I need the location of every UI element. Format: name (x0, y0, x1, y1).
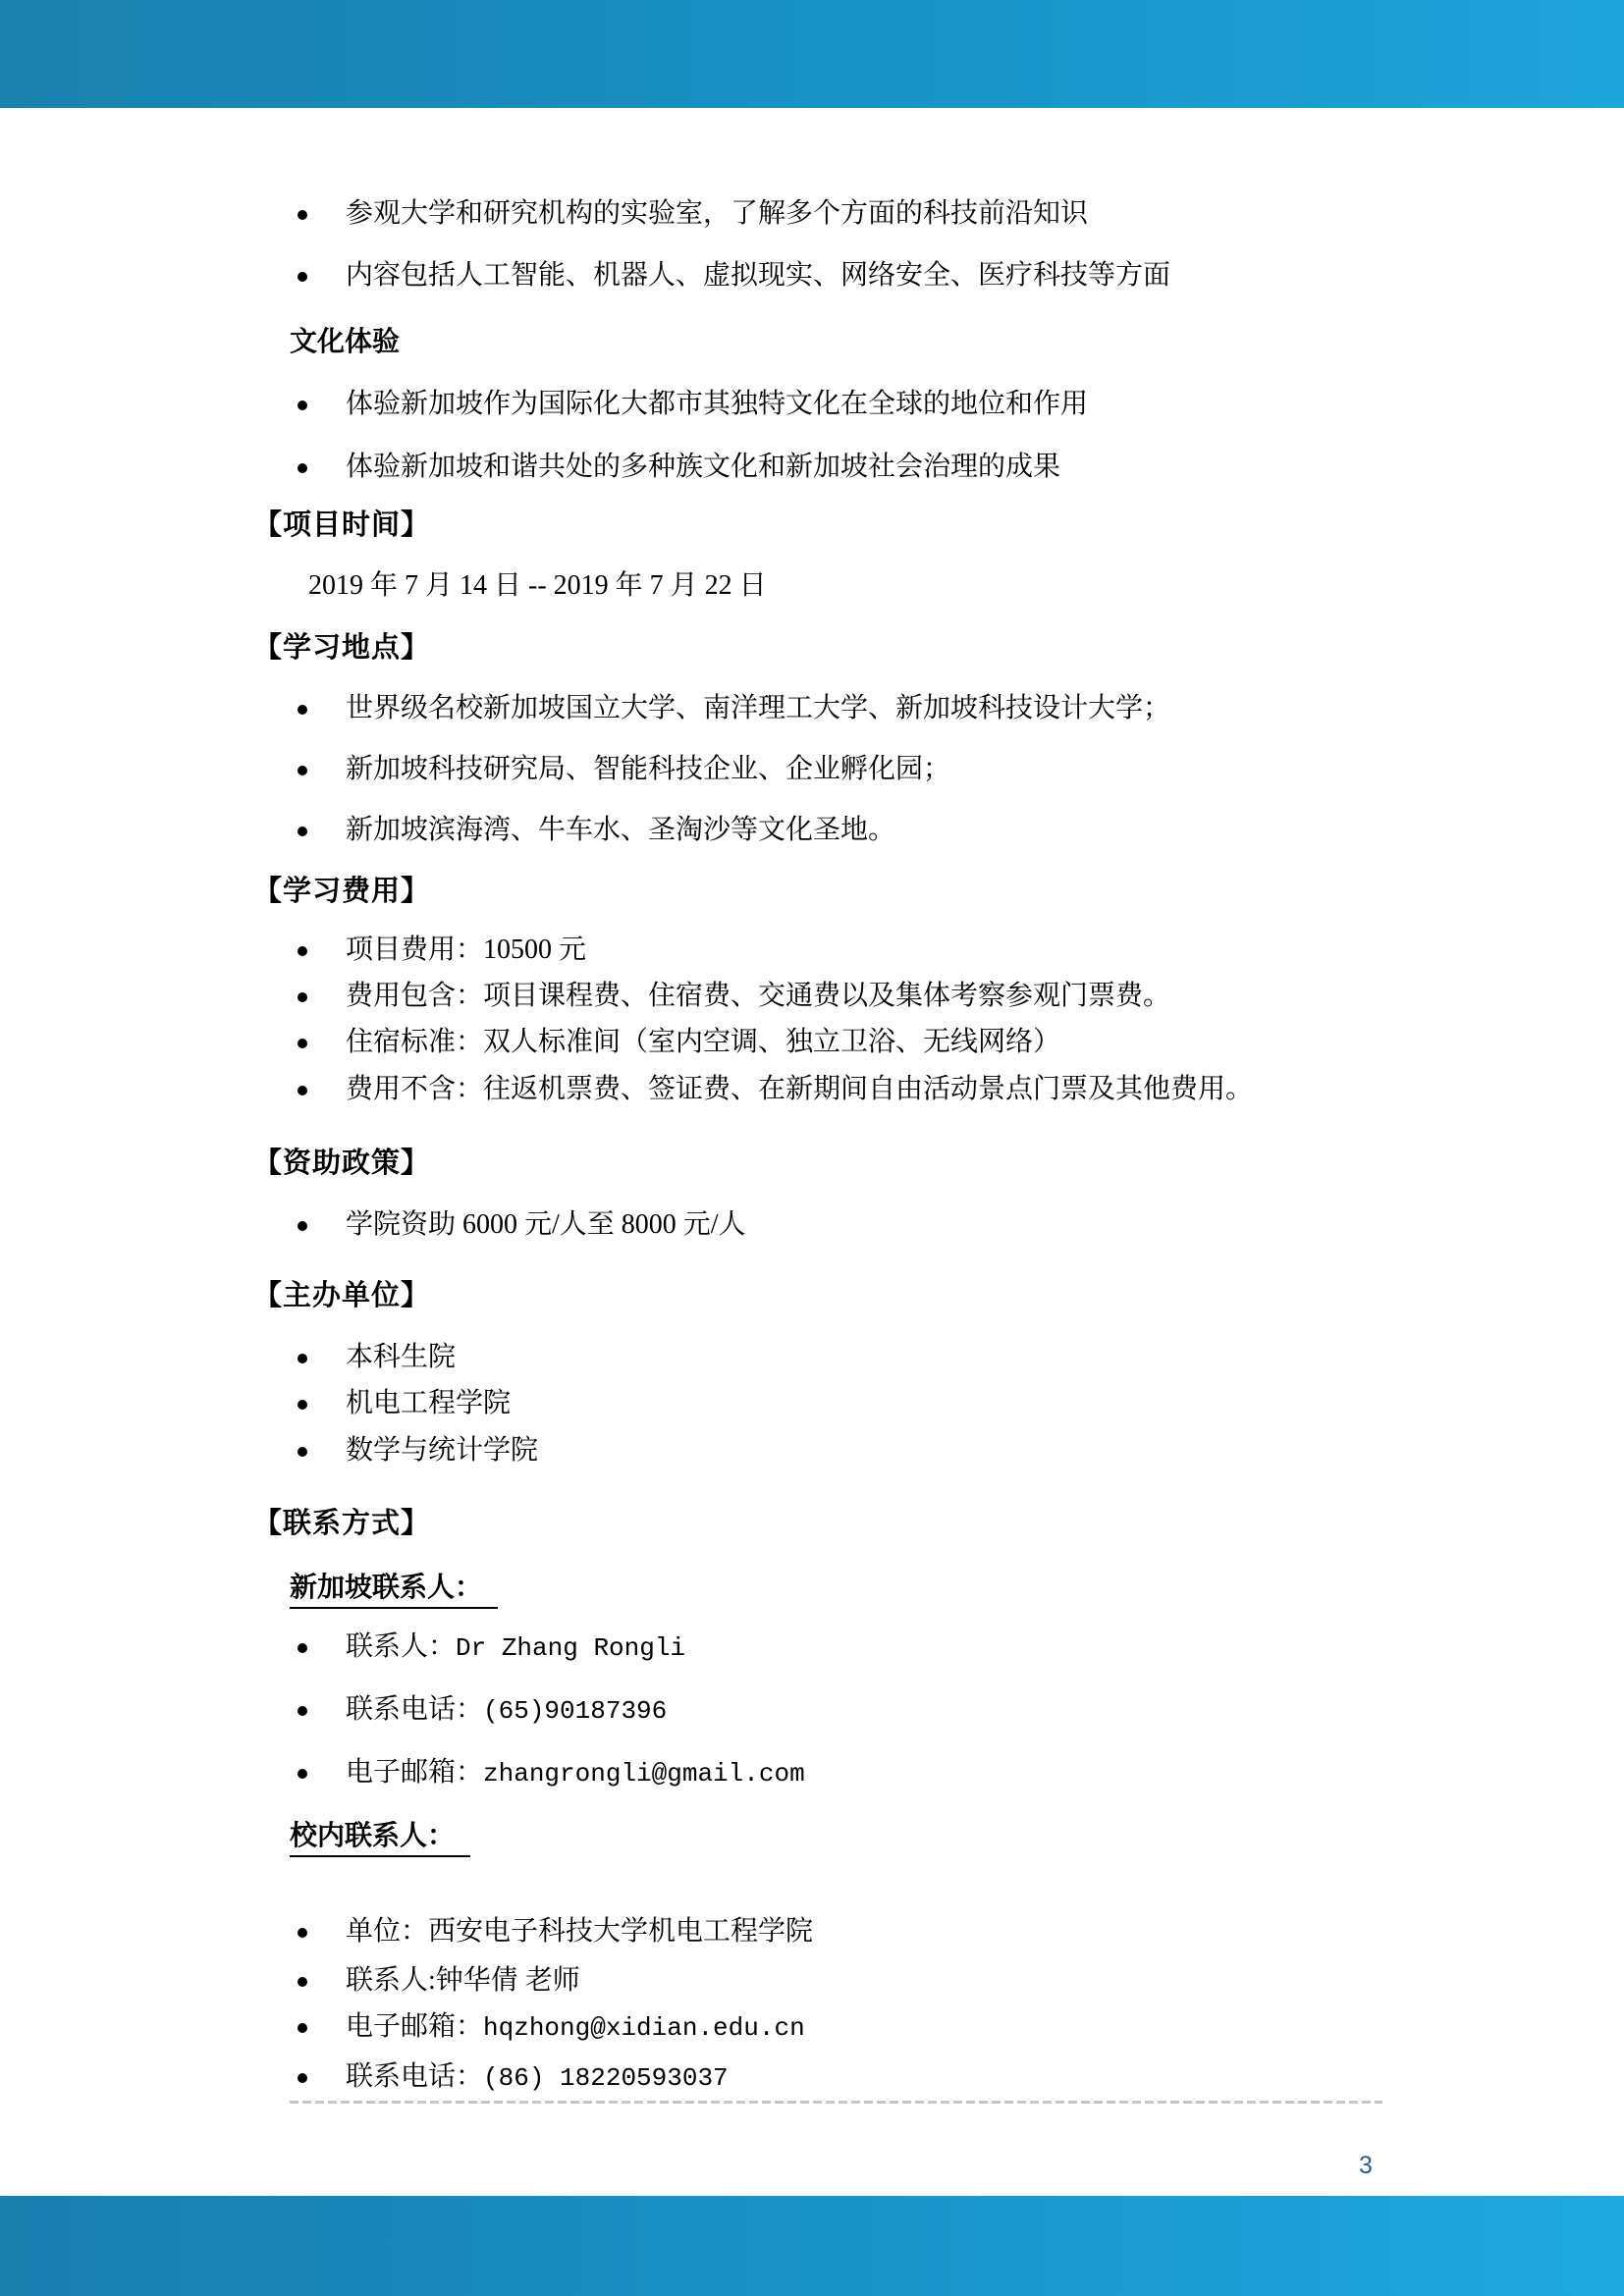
bullet-dot-icon (298, 1039, 307, 1048)
bullet-dot-icon (298, 210, 307, 220)
contact-line (346, 2060, 729, 2095)
bullet-dot-icon (298, 2073, 307, 2083)
bullet-text: 学院资助 6000 元/人至 8000 元/人 (346, 1209, 746, 1240)
list-item (253, 1026, 1398, 1059)
contact-value: 西安电子科技大学机电工程学院 (428, 1916, 814, 1947)
bullet-text: 项目费用：10500 元 (346, 934, 587, 965)
bullet-dot-icon (298, 1643, 307, 1653)
contact-value: 钟华倩 老师 (435, 1965, 580, 1996)
bullet-dot-icon (298, 1086, 307, 1095)
list-item (253, 1630, 1398, 1665)
contact-line (346, 1964, 580, 1998)
list-item (253, 2010, 1398, 2045)
list-item (253, 934, 1398, 967)
bullet-text: 新加坡科技研究局、智能科技企业、企业孵化园； (346, 754, 951, 784)
bullet-text: 本科生院 (346, 1342, 457, 1372)
list-item (253, 692, 1398, 725)
contact-line (346, 1915, 813, 1949)
culture-heading: 文化体验 (290, 326, 401, 356)
bullet-text: 费用包含：项目课程费、住宿费、交通费以及集体考察参观门票费。 (346, 981, 1171, 1011)
underlined-text: 新加坡联系人： (290, 1571, 498, 1609)
bullet-text: 世界级名校新加坡国立大学、南洋理工大学、新加坡科技设计大学； (346, 693, 1171, 723)
list-item (253, 388, 1398, 421)
bullet-dot-icon (298, 827, 307, 836)
bullet-dot-icon (298, 1400, 307, 1410)
section-heading-organizers: 【主办单位】 (253, 1280, 431, 1311)
bullet-text: 新加坡滨海湾、牛车水、圣淘沙等文化圣地。 (346, 815, 896, 845)
bullet-dot-icon (298, 992, 307, 1002)
bullet-dot-icon (298, 946, 307, 956)
bullet-dot-icon (298, 1221, 307, 1231)
bullet-dot-icon (298, 2023, 307, 2033)
bullet-dot-icon (298, 766, 307, 775)
contact-value: (86) 18220593037 (483, 2063, 729, 2093)
list-item (253, 814, 1398, 847)
contact-line (346, 2010, 805, 2045)
contact-label: 联系人： (346, 1631, 457, 1662)
section-heading-funding-policy: 【资助政策】 (253, 1148, 431, 1179)
bullet-text: 体验新加坡和谐共处的多种族文化和新加坡社会治理的成果 (346, 452, 1061, 482)
bullet-dot-icon (298, 1354, 307, 1363)
section-heading-study-location: 【学习地点】 (253, 632, 431, 664)
contact-label: 电子邮箱： (346, 2011, 484, 2042)
list-item (253, 1341, 1398, 1374)
singapore-contact-subheading (290, 1571, 1398, 1609)
contact-value: zhangrongli@gmail.com (483, 1759, 805, 1789)
bullet-dot-icon (298, 1769, 307, 1779)
bullet-text: 数学与统计学院 (346, 1435, 539, 1466)
bullet-dot-icon (298, 1928, 307, 1938)
bullet-dot-icon (298, 1706, 307, 1716)
contact-label: 单位： (346, 1916, 429, 1947)
contact-line (346, 1630, 685, 1665)
list-item (253, 980, 1398, 1013)
bullet-text: 内容包括人工智能、机器人、虚拟现实、网络安全、医疗科技等方面 (346, 260, 1171, 291)
bullet-dot-icon (298, 400, 307, 410)
section-heading-contacts: 【联系方式】 (253, 1508, 431, 1539)
page-number: 3 (1359, 2152, 1373, 2179)
list-item (253, 259, 1398, 293)
list-item (253, 1693, 1398, 1728)
contact-line (346, 1756, 805, 1790)
contact-label: 联系电话： (346, 1694, 484, 1725)
list-item (253, 753, 1398, 786)
campus-contact-subheading (290, 1819, 1398, 1857)
contact-label: 电子邮箱： (346, 1757, 484, 1788)
header-band (0, 0, 1624, 108)
contact-label: 联系电话： (346, 2061, 484, 2092)
page-content (253, 108, 1398, 2104)
bullet-dot-icon (298, 1447, 307, 1457)
bullet-text: 参观大学和研究机构的实验室，了解多个方面的科技前沿知识 (346, 198, 1089, 229)
bullet-text: 住宿标准：双人标准间（室内空调、独立卫浴、无线网络） (346, 1027, 1061, 1057)
section-heading-project-time: 【项目时间】 (253, 509, 431, 541)
dashed-divider (290, 2101, 1382, 2104)
bullet-text: 机电工程学院 (346, 1388, 512, 1418)
list-item (253, 1387, 1398, 1420)
list-item (253, 1208, 1398, 1242)
bullet-dot-icon (298, 463, 307, 473)
footer-band (0, 2196, 1624, 2296)
list-item (253, 1756, 1398, 1790)
list-item (253, 2060, 1398, 2095)
list-item (253, 1964, 1398, 1998)
contact-label: 联系人: (346, 1965, 436, 1996)
list-item (253, 1073, 1398, 1106)
list-item (253, 451, 1398, 484)
bullet-text: 体验新加坡作为国际化大都市其独特文化在全球的地位和作用 (346, 389, 1089, 419)
bullet-dot-icon (298, 272, 307, 282)
section-heading-study-fees: 【学习费用】 (253, 876, 431, 907)
underlined-text: 校内联系人： (290, 1819, 470, 1857)
contact-value: hqzhong@xidian.edu.cn (483, 2013, 805, 2043)
bullet-dot-icon (298, 705, 307, 715)
contact-value: (65)90187396 (483, 1696, 668, 1726)
contact-line (346, 1693, 667, 1728)
contact-value: Dr Zhang Rongli (456, 1633, 686, 1663)
list-item (253, 197, 1398, 231)
list-item (253, 1915, 1398, 1949)
list-item (253, 1434, 1398, 1468)
bullet-text: 费用不含：往返机票费、签证费、在新期间自由活动景点门票及其他费用。 (346, 1074, 1254, 1104)
bullet-dot-icon (298, 1977, 307, 1987)
project-dates: 2019 年 7 月 14 日 -- 2019 年 7 月 22 日 (308, 570, 767, 601)
